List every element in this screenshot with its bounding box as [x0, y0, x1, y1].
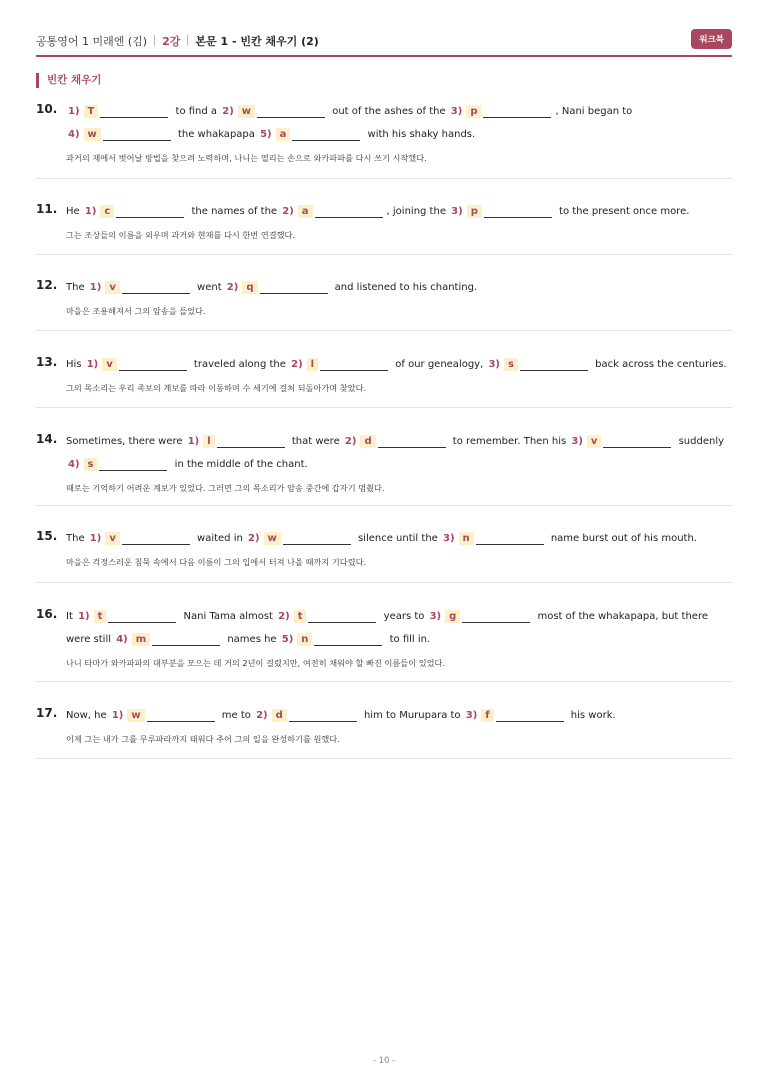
hint-letter: n	[297, 633, 312, 646]
blank-label: 2)	[256, 710, 268, 721]
page-header	[36, 28, 732, 57]
fill-blank	[254, 704, 361, 727]
fill-blank	[66, 100, 172, 123]
hint-letter: g	[445, 610, 460, 623]
blank-label: 2)	[222, 106, 234, 117]
fill-blank	[280, 628, 387, 651]
course-name: 공통영어 1 미래엔 (김)	[36, 35, 148, 48]
answer-line[interactable]	[603, 436, 671, 448]
answer-line[interactable]	[314, 634, 382, 646]
sentence-text: , joining the	[386, 206, 450, 217]
answer-line[interactable]	[257, 106, 325, 118]
blank-label: 5)	[260, 129, 272, 140]
sentence-text: to remember. Then his	[449, 436, 570, 447]
sentence-text: in the middle of the chant.	[171, 459, 308, 470]
fill-blank	[246, 527, 355, 550]
sentence-text: The	[66, 282, 88, 293]
sentence-text: His	[66, 359, 85, 370]
hint-letter: w	[238, 105, 255, 118]
answer-line[interactable]	[217, 436, 285, 448]
sentence-text: He	[66, 206, 83, 217]
blank-label: 1)	[78, 611, 90, 622]
sentence-text: to find a	[172, 106, 221, 117]
sentence-text: silence until the	[354, 533, 441, 544]
korean-translation: 마을은 조용해져서 그의 암송을 들었다.	[66, 306, 206, 316]
answer-line[interactable]	[260, 282, 328, 294]
english-sentence	[66, 353, 732, 376]
sentence-text: me to	[218, 710, 255, 721]
answer-line[interactable]	[496, 710, 564, 722]
fill-blank	[428, 605, 535, 628]
fill-blank	[66, 453, 171, 476]
hint-letter: c	[100, 205, 114, 218]
fill-blank	[441, 527, 548, 550]
hint-letter: p	[467, 205, 482, 218]
answer-line[interactable]	[315, 206, 383, 218]
fill-blank	[85, 353, 191, 376]
blank-label: 1)	[86, 359, 99, 370]
korean-translation: 이제 그는 내가 그를 무루파라까지 태워다 주어 그의 일을 완성하기를 원했다.	[66, 734, 340, 744]
hint-letter: d	[360, 435, 375, 448]
sentence-text: him to Murupara to	[360, 710, 464, 721]
answer-line[interactable]	[292, 129, 360, 141]
answer-line[interactable]	[116, 206, 184, 218]
hint-letter: s	[84, 458, 98, 471]
exercise-number: 17.	[36, 706, 58, 720]
exercise-item	[36, 200, 732, 255]
blank-label: 2)	[291, 359, 303, 370]
sentence-text: years to	[380, 611, 428, 622]
sentence-text: went	[193, 282, 225, 293]
lesson-number: 2강	[162, 35, 181, 48]
hint-letter: v	[105, 532, 120, 545]
hint-letter: w	[127, 709, 144, 722]
hint-letter: a	[298, 205, 313, 218]
fill-blank	[464, 704, 568, 727]
exercise-item	[36, 276, 732, 331]
sentence-text: with his shaky hands.	[364, 129, 476, 140]
sentence-text: back across the centuries.	[591, 359, 727, 370]
sentence-text: It	[66, 611, 77, 622]
fill-blank	[449, 100, 556, 123]
exercise-item	[36, 353, 732, 408]
sentence-text: the whakapapa	[174, 129, 259, 140]
sentence-text: of our genealogy,	[392, 359, 487, 370]
blank-label: 2)	[344, 436, 357, 447]
sentence-text: waited in	[193, 533, 247, 544]
korean-translation: 때로는 기억하기 어려운 계보가 있었다. 그러면 그의 목소리가 암송 중간에 갑자기 멈췄다.	[66, 483, 385, 493]
blank-label: 4)	[68, 129, 80, 140]
blank-label: 3)	[571, 436, 583, 447]
page-title: 본문 1 - 빈칸 채우기 (2)	[195, 35, 319, 48]
sentence-text: most of the whakapapa, but there were still	[66, 611, 708, 645]
answer-line[interactable]	[476, 533, 544, 545]
fill-blank	[449, 200, 556, 223]
answer-line[interactable]	[119, 359, 187, 371]
blank-label: 3)	[451, 206, 463, 217]
sentence-text: Nani Tama almost	[180, 611, 277, 622]
exercise-number: 12.	[36, 278, 58, 292]
english-sentence	[66, 704, 732, 727]
blank-label: 1)	[68, 106, 80, 117]
blank-label: 5)	[281, 634, 294, 645]
sentence-text: suddenly	[675, 436, 725, 447]
blank-label: 4)	[68, 459, 80, 470]
answer-line[interactable]	[108, 611, 176, 623]
hint-letter: l	[307, 358, 318, 371]
exercise-item	[36, 605, 732, 682]
fill-blank	[88, 276, 194, 299]
page-number: - 10 -	[372, 1056, 396, 1066]
answer-line[interactable]	[484, 206, 552, 218]
fill-blank	[258, 123, 364, 146]
blank-label: 1)	[89, 533, 102, 544]
answer-line[interactable]	[308, 611, 376, 623]
sentence-text: to fill in.	[386, 634, 431, 645]
fill-blank	[343, 430, 450, 453]
exercise-number: 11.	[36, 202, 58, 216]
fill-blank	[88, 527, 194, 550]
sentence-text: The	[66, 533, 88, 544]
answer-line[interactable]	[283, 533, 351, 545]
blank-label: 2)	[278, 611, 290, 622]
hint-letter: s	[504, 358, 518, 371]
hint-letter: v	[105, 281, 120, 294]
blank-label: 1)	[111, 710, 124, 721]
section-title: 빈칸 채우기	[36, 73, 101, 88]
answer-line[interactable]	[147, 710, 215, 722]
workbook-badge: 워크북	[691, 29, 732, 49]
korean-translation: 과거의 재에서 벗어날 방법을 찾으려 노력하며, 나니는 떨리는 손으로 와카파파를 다시 쓰기 시작했다.	[66, 153, 427, 163]
blank-label: 2)	[226, 282, 239, 293]
answer-line[interactable]	[152, 634, 220, 646]
hint-letter: v	[587, 435, 602, 448]
hint-letter: q	[242, 281, 257, 294]
fill-blank	[114, 628, 224, 651]
answer-line[interactable]	[483, 106, 551, 118]
sentence-text: name burst out of his mouth.	[547, 533, 697, 544]
answer-line[interactable]	[122, 282, 190, 294]
hint-letter: v	[102, 358, 117, 371]
blank-label: 2)	[282, 206, 294, 217]
exercise-item	[36, 527, 732, 583]
answer-line[interactable]	[378, 436, 446, 448]
hint-letter: T	[84, 105, 99, 118]
answer-line[interactable]	[520, 359, 588, 371]
sentence-text: that were	[288, 436, 343, 447]
blank-label: 3)	[450, 106, 463, 117]
english-sentence	[66, 430, 732, 476]
sentence-text: the names of the	[188, 206, 281, 217]
english-sentence	[66, 200, 732, 223]
fill-blank	[225, 276, 332, 299]
exercise-item	[36, 100, 732, 179]
fill-blank	[66, 123, 175, 146]
korean-translation: 마을은 걱정스러운 침묵 속에서 다음 이름이 그의 입에서 터져 나올 때까지 기다렸다.	[66, 557, 367, 567]
answer-line[interactable]	[103, 129, 171, 141]
hint-letter: d	[272, 709, 287, 722]
fill-blank	[220, 100, 329, 123]
answer-line[interactable]	[320, 359, 388, 371]
exercise-number: 14.	[36, 432, 58, 446]
answer-line[interactable]	[289, 710, 357, 722]
blank-label: 3)	[488, 359, 500, 370]
exercise-number: 15.	[36, 529, 58, 543]
answer-line[interactable]	[122, 533, 190, 545]
exercise-number: 10.	[36, 102, 58, 116]
sentence-text: Sometimes, there were	[66, 436, 186, 447]
blank-label: 2)	[248, 533, 260, 544]
hint-letter: t	[294, 610, 307, 623]
hint-letter: l	[203, 435, 214, 448]
sentence-text: out of the ashes of the	[329, 106, 449, 117]
sentence-text: , Nani began to	[555, 106, 633, 117]
blank-label: 3)	[465, 710, 478, 721]
answer-line[interactable]	[99, 459, 167, 471]
korean-translation: 그의 목소리는 우리 족보의 계보를 따라 이동하며 수 세기에 걸쳐 되돌아가며 찾았다.	[66, 383, 367, 393]
header-breadcrumb	[36, 33, 319, 49]
exercise-item	[36, 704, 732, 759]
hint-letter: n	[459, 532, 474, 545]
header-divider	[187, 35, 188, 46]
sentence-text: and listened to his chanting.	[331, 282, 478, 293]
fill-blank	[280, 200, 386, 223]
fill-blank	[83, 200, 188, 223]
korean-translation: 나니 타마가 와카파파의 대부분을 모으는 데 거의 2년이 걸렸지만, 여전히 채워야 할 빠진 이름들이 있었다.	[66, 658, 446, 668]
sentence-text: his work.	[567, 710, 616, 721]
fill-blank	[110, 704, 219, 727]
english-sentence	[66, 605, 732, 651]
answer-line[interactable]	[100, 106, 168, 118]
hint-letter: w	[84, 128, 101, 141]
answer-line[interactable]	[462, 611, 530, 623]
exercise-number: 16.	[36, 607, 58, 621]
header-divider	[154, 35, 155, 46]
korean-translation: 그는 조상들의 이름을 외우며 과거와 현재를 다시 한번 연결했다.	[66, 230, 296, 240]
fill-blank	[186, 430, 289, 453]
fill-blank	[289, 353, 392, 376]
fill-blank	[486, 353, 591, 376]
english-sentence	[66, 527, 732, 550]
exercise-item	[36, 430, 732, 506]
exercise-number: 13.	[36, 355, 58, 369]
hint-letter: m	[132, 633, 150, 646]
fill-blank	[569, 430, 675, 453]
hint-letter: a	[276, 128, 291, 141]
sentence-text: to the present once more.	[555, 206, 690, 217]
fill-blank	[276, 605, 380, 628]
hint-letter: w	[264, 532, 281, 545]
fill-blank	[76, 605, 180, 628]
blank-label: 4)	[116, 634, 128, 645]
hint-letter: t	[94, 610, 107, 623]
blank-label: 3)	[429, 611, 442, 622]
english-sentence	[66, 100, 732, 146]
hint-letter: f	[481, 709, 493, 722]
sentence-text: traveled along the	[190, 359, 290, 370]
blank-label: 1)	[89, 282, 102, 293]
blank-label: 3)	[442, 533, 455, 544]
hint-letter: p	[466, 105, 481, 118]
blank-label: 1)	[84, 206, 97, 217]
blank-label: 1)	[187, 436, 200, 447]
sentence-text: Now, he	[66, 710, 110, 721]
sentence-text: names he	[224, 634, 280, 645]
english-sentence	[66, 276, 732, 299]
